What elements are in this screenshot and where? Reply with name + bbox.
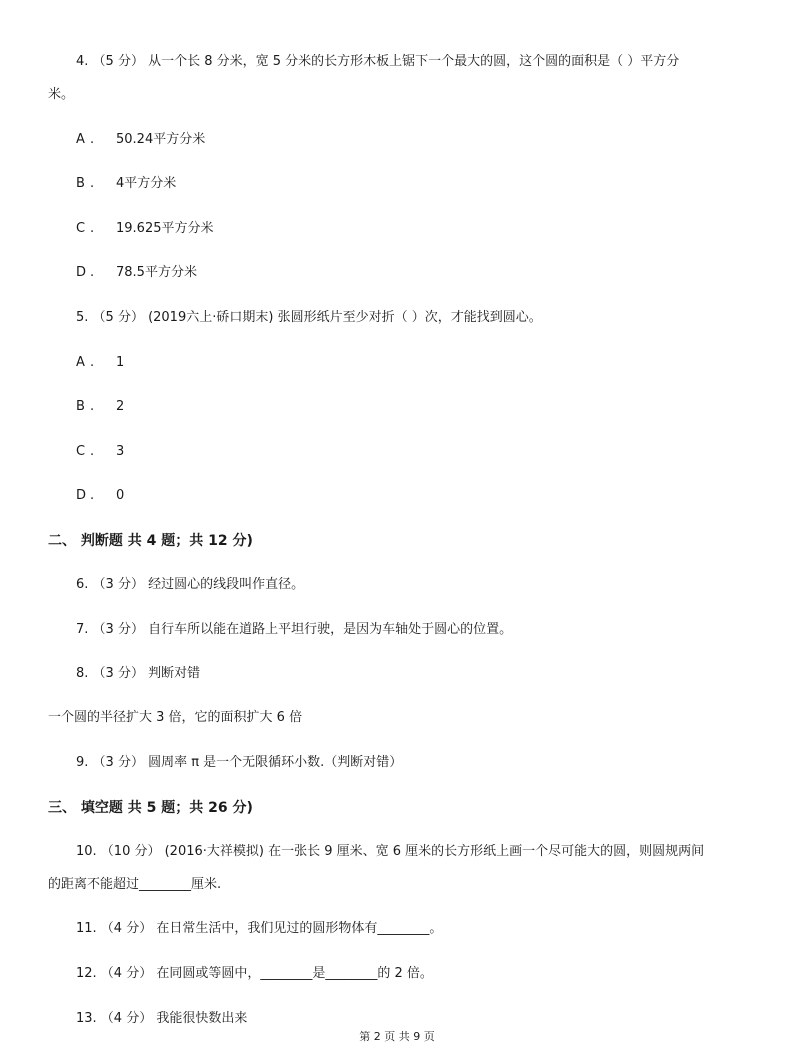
option-letter: A xyxy=(76,132,85,147)
question-11-text: 11. （4 分） 在日常生活中，我们见过的圆形物体有________。 xyxy=(76,921,443,936)
question-5-text: 5. （5 分） (2019六上·硚口期末) 张圆形纸片至少对折（ ）次，才能找到圆心。 xyxy=(76,310,542,325)
question-9-text: 9. （3 分） 圆周率 π 是一个无限循环小数.（判断对错） xyxy=(76,755,403,770)
q5-option-a[interactable]: A . 1 xyxy=(76,353,124,373)
option-text: 78.5平方分米 xyxy=(116,265,197,280)
option-text: 0 xyxy=(116,488,125,503)
question-10-text: 10. （10 分） (2016·大祥模拟) 在一张长 9 厘米、宽 6 厘米的长方形纸上画一个尽可能大的圆，则圆规两间 xyxy=(76,844,705,859)
option-letter: B xyxy=(76,176,85,191)
question-8-text: 8. （3 分） 判断对错 xyxy=(76,666,201,681)
option-letter: D xyxy=(76,488,87,503)
q5-option-b[interactable]: B . 2 xyxy=(76,397,124,417)
option-letter: B xyxy=(76,399,85,414)
question-12-text: 12. （4 分） 在同圆或等圆中，________是________的 2 倍。 xyxy=(76,966,433,981)
q4-option-c[interactable]: C . 19.625平方分米 xyxy=(76,219,214,239)
option-text: 3 xyxy=(116,444,125,459)
q4-option-b[interactable]: B . 4平方分米 xyxy=(76,174,176,194)
question-8-statement: 一个圆的半径扩大 3 倍，它的面积扩大 6 倍 xyxy=(48,710,303,725)
option-text: 50.24平方分米 xyxy=(116,132,206,147)
question-6-text: 6. （3 分） 经过圆心的线段叫作直径。 xyxy=(76,577,305,592)
question-13-text: 13. （4 分） 我能很快数出来 xyxy=(76,1011,248,1026)
option-letter: A xyxy=(76,355,85,370)
question-10-text-cont: 的距离不能超过________厘米. xyxy=(48,877,222,892)
page-footer: 第 2 页 共 9 页 xyxy=(359,1030,435,1043)
option-text: 1 xyxy=(116,355,125,370)
section-3-heading: 三、 填空题 共 5 题；共 26 分) xyxy=(48,800,253,816)
section-2-heading: 二、 判断题 共 4 题；共 12 分) xyxy=(48,533,253,549)
q4-option-a[interactable]: A . 50.24平方分米 xyxy=(76,130,205,150)
option-text: 2 xyxy=(116,399,125,414)
question-4-text-cont: 米。 xyxy=(48,87,75,102)
option-letter: D xyxy=(76,265,87,280)
option-letter: C xyxy=(76,221,86,236)
q4-option-d[interactable]: D . 78.5平方分米 xyxy=(76,263,197,283)
q5-option-d[interactable]: D . 0 xyxy=(76,486,124,506)
option-text: 4平方分米 xyxy=(116,176,177,191)
option-text: 19.625平方分米 xyxy=(116,221,214,236)
option-letter: C xyxy=(76,444,86,459)
question-4-text: 4. （5 分） 从一个长 8 分米，宽 5 分米的长方形木板上锯下一个最大的圆，这个圆的面积是（ ）平方分 xyxy=(76,54,680,69)
question-7-text: 7. （3 分） 自行车所以能在道路上平坦行驶，是因为车轴处于圆心的位置。 xyxy=(76,622,513,637)
q5-option-c[interactable]: C . 3 xyxy=(76,442,124,462)
